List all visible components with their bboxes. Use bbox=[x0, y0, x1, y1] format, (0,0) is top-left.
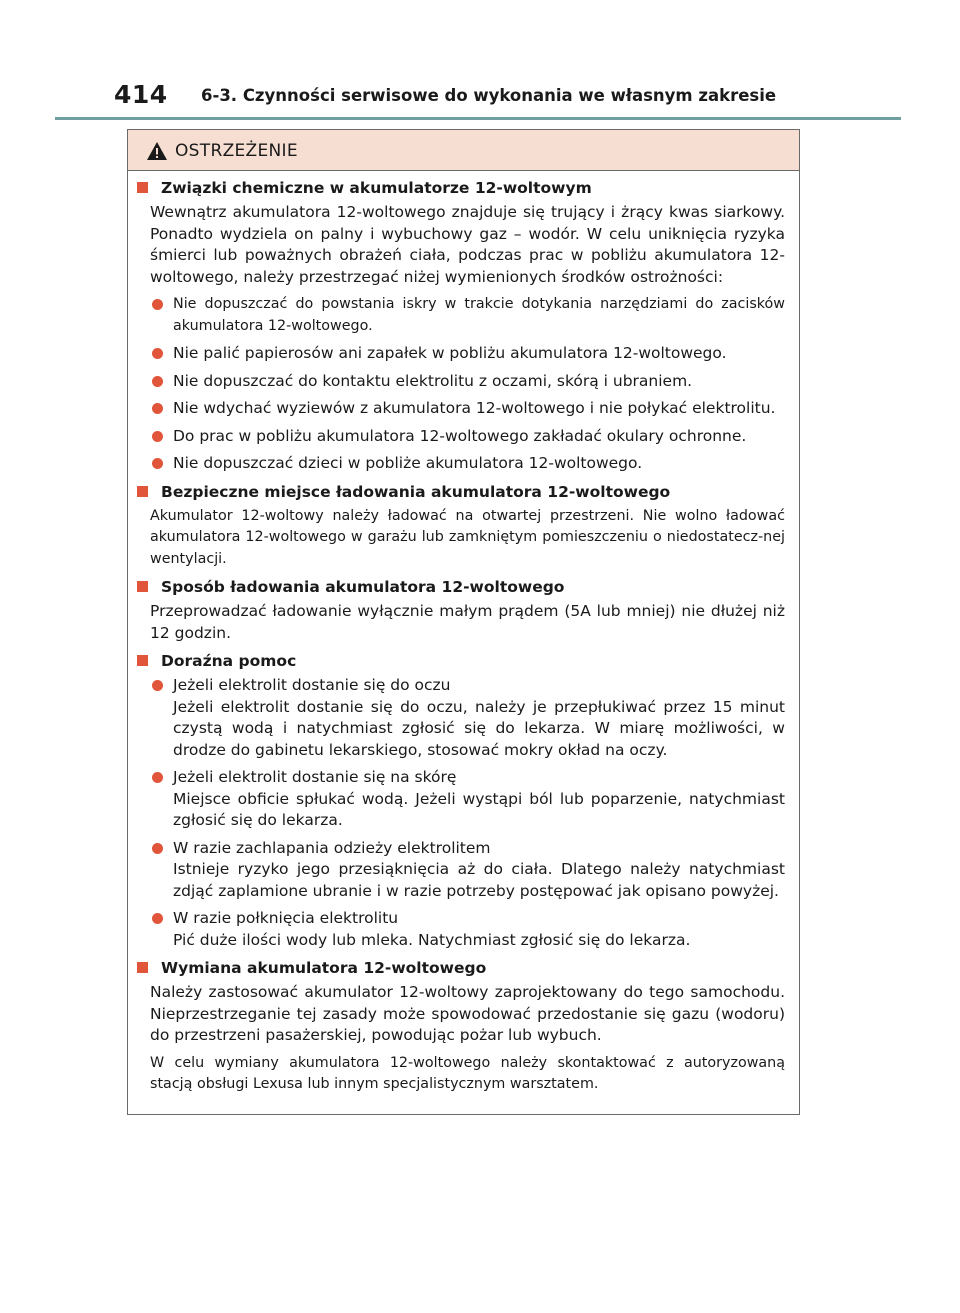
circle-bullet-icon bbox=[152, 843, 163, 854]
square-bullet-icon bbox=[137, 962, 148, 973]
page-header bbox=[0, 0, 960, 122]
section-text: Akumulator 12-woltowy należy ładować na otwartej przestrzeni. Nie wolno ładować akumulatora 12-woltowego w garażu lub zamkniętym pomieszczeniu o niedostatecz-nej wentylacji. bbox=[150, 507, 785, 567]
list-item: Nie dopuszczać do powstania iskry w trakcie dotykania narzędziami do zacisków akumulatora 12-woltowego. bbox=[128, 294, 799, 337]
circle-bullet-icon bbox=[152, 376, 163, 387]
circle-bullet-icon bbox=[152, 348, 163, 359]
section-text: Przeprowadzać ładowanie wyłącznie małym prądem (5A lub mniej) nie dłużej niż 12 godzin. bbox=[150, 602, 785, 642]
circle-bullet-icon bbox=[152, 772, 163, 783]
square-bullet-icon bbox=[137, 581, 148, 592]
section-heading: Bezpieczne miejsce ładowania akumulatora 12-woltowego bbox=[128, 481, 799, 503]
list-item: Nie palić papierosów ani zapałek w pobliżu akumulatora 12-woltowego. bbox=[128, 343, 799, 365]
circle-bullet-icon bbox=[152, 431, 163, 442]
section-text: Należy zastosować akumulator 12-woltowy zaprojektowany do tego samochodu. Nieprzestrzeganie tej zasady może spowodować przedostanie się gazu (wodoru) do przestrzeni pasażerskiej, powodując pożar lub wybuch. bbox=[150, 983, 785, 1044]
section-text: W celu wymiany akumulatora 12-woltowego należy skontaktować z autoryzowaną stacją obsługi Lexusa lub innym specjalistycznym warsztatem. bbox=[150, 1054, 785, 1092]
section-heading: Wymiana akumulatora 12-woltowego bbox=[128, 957, 799, 979]
section-heading: Sposób ładowania akumulatora 12-woltowego bbox=[128, 576, 799, 598]
warning-triangle-icon bbox=[146, 141, 168, 161]
list-item: W razie połknięcia elektrolitu Pić duże ilości wody lub mleka. Natychmiast zgłosić się do lekarza. bbox=[128, 908, 799, 951]
list-item: Jeżeli elektrolit dostanie się do oczu Jeżeli elektrolit dostanie się do oczu, należy je przepłukiwać przez 15 minut czystą wodą i natychmiast zgłosić się do lekarza. W miarę możliwości, w drodze do gabinetu lekarskiego, stosować mokry okład na oczy. bbox=[128, 675, 799, 761]
list-item: Nie dopuszczać do kontaktu elektrolitu z oczami, skórą i ubraniem. bbox=[128, 371, 799, 393]
section-text: Wewnątrz akumulatora 12-woltowego znajduje się trujący i żrący kwas siarkowy. Ponadto wydziela on palny i wybuchowy gaz – wodór. W celu uniknięcia ryzyka śmierci lub poważnych obrażeń ciała, podczas prac w pobliżu akumulatora 12-woltowego, należy przestrzegać niżej wymienionych środków ostrożności: bbox=[150, 203, 785, 286]
square-bullet-icon bbox=[137, 655, 148, 666]
circle-bullet-icon bbox=[152, 680, 163, 691]
section-heading: Doraźna pomoc bbox=[128, 650, 799, 672]
circle-bullet-icon bbox=[152, 458, 163, 469]
header-divider bbox=[55, 117, 901, 120]
list-item: Do prac w pobliżu akumulatora 12-woltowego zakładać okulary ochronne. bbox=[128, 426, 799, 448]
page-number: 414 bbox=[114, 80, 168, 109]
warning-content bbox=[128, 177, 799, 1102]
list-item: W razie zachlapania odzieży elektrolitem Istnieje ryzyko jego przesiąknięcia aż do ciała. Dlatego należy natychmiast zdjąć zaplamione ubranie i w razie potrzeby postępować jak opisano powyżej. bbox=[128, 838, 799, 903]
list-item: Nie dopuszczać dzieci w pobliże akumulatora 12-woltowego. bbox=[128, 453, 799, 475]
page-title: 6-3. Czynności serwisowe do wykonania we własnym zakresie bbox=[201, 86, 777, 105]
warning-box bbox=[127, 129, 800, 1115]
square-bullet-icon bbox=[137, 486, 148, 497]
square-bullet-icon bbox=[137, 182, 148, 193]
circle-bullet-icon bbox=[152, 299, 163, 310]
section-heading: Związki chemiczne w akumulatorze 12-woltowym bbox=[128, 177, 799, 199]
list-item: Nie wdychać wyziewów z akumulatora 12-woltowego i nie połykać elektrolitu. bbox=[128, 398, 799, 420]
circle-bullet-icon bbox=[152, 913, 163, 924]
warning-title: OSTRZEŻENIE bbox=[175, 141, 298, 161]
warning-header bbox=[128, 130, 799, 171]
list-item: Jeżeli elektrolit dostanie się na skórę Miejsce obficie spłukać wodą. Jeżeli wystąpi ból lub poparzenie, natychmiast zgłosić się do lekarza. bbox=[128, 767, 799, 832]
circle-bullet-icon bbox=[152, 403, 163, 414]
